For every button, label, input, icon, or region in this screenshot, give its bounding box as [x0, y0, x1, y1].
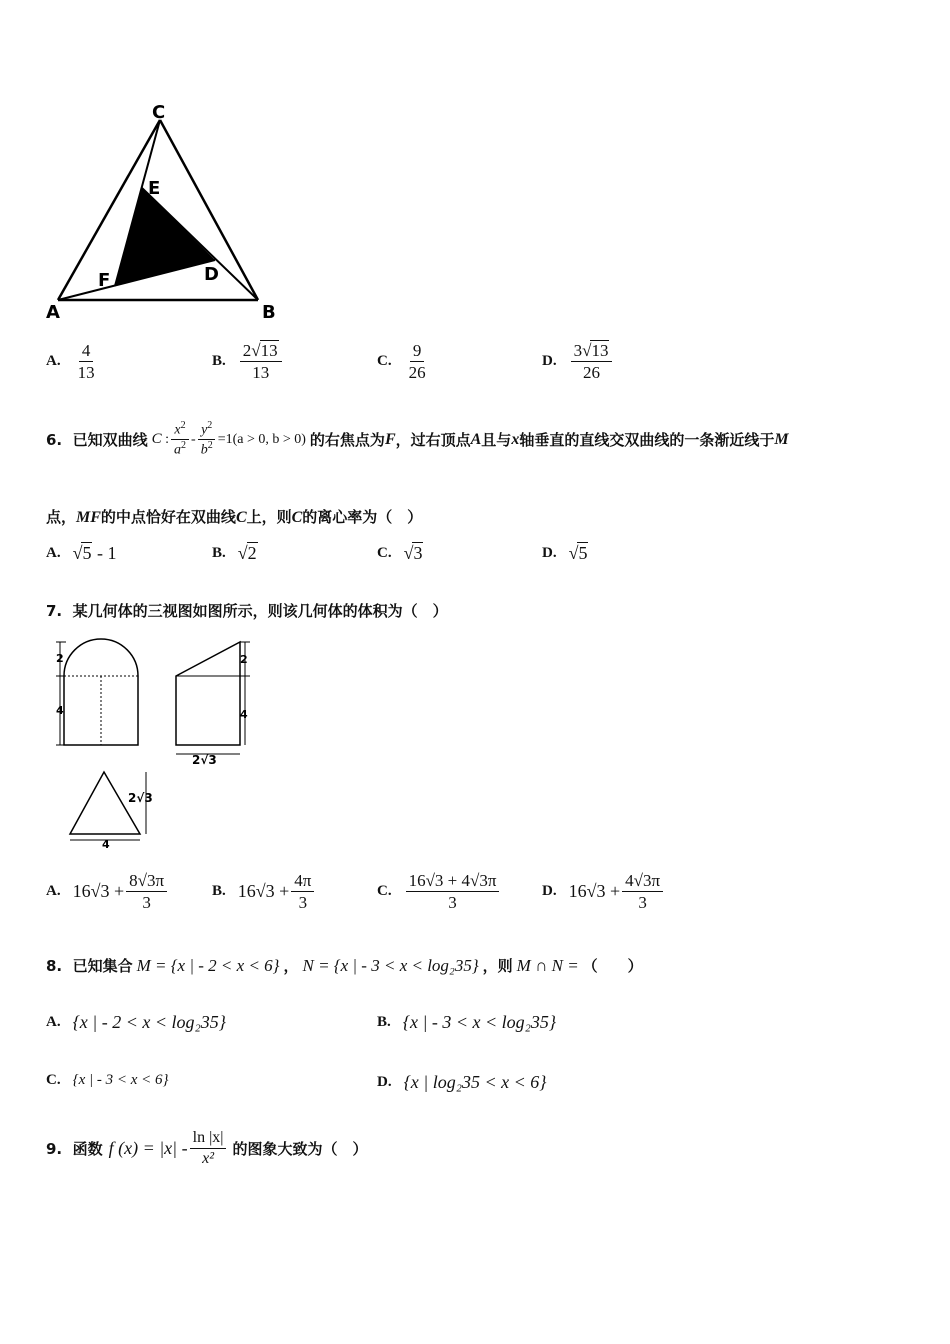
svg-text:4: 4 [102, 838, 110, 851]
q5-option-b[interactable] [212, 340, 284, 384]
label-D: D [204, 264, 219, 285]
question-8: 8. 已知集合 M = {x | - 2 < x < 6} ， N = {x | - 3 < x < log₂35} ，则 M ∩ N = （ ） [46, 955, 643, 975]
fraction: $\frac{3√13}{26}$ [571, 340, 613, 384]
svg-text:4: 4 [56, 704, 64, 717]
svg-text:2√3: 2√3 [192, 753, 217, 767]
question-6-line1: 6. 已知双曲线 C : $\frac{x^2}{a^2}$ - $\frac{y^2}{b^2}$ =1(a > 0, b > 0) 的右焦点为 F ，过右顶点 A 且与 x 轴垂直的直线交双曲线的一条渐近线于 M [46, 420, 789, 458]
q5-option-a[interactable] [46, 340, 100, 384]
label-F: F [98, 270, 111, 291]
q8-option-c[interactable]: C. {x | - 3 < x < 6} [46, 1072, 169, 1088]
triangle-figure [40, 98, 290, 328]
label-A: A [46, 302, 60, 323]
q6-option-a[interactable]: A. √5 - 1 [46, 543, 117, 563]
label-E: E [148, 178, 161, 199]
q6-option-c[interactable]: C. √3 [377, 543, 423, 563]
intersection: M ∩ N = [516, 955, 579, 975]
set-M: M = {x | - 2 < x < 6} [136, 955, 280, 975]
option-label: A. [46, 353, 61, 370]
q7-option-d[interactable]: D. 16√3 + $\frac{4√3\pi}{3}$ [542, 870, 665, 914]
q7-option-b[interactable]: B. 16√3 + $\frac{4\pi}{3}$ [212, 870, 316, 914]
fraction: $\frac{9}{26}$ [408, 341, 426, 383]
question-6-line2: 点，MF的中点恰好在双曲线C上，则C的离心率为（ ） [46, 508, 423, 526]
fraction: $\frac{2√13}{13}$ [240, 340, 282, 384]
label-B: B [262, 302, 276, 323]
q6-option-b[interactable]: B. √2 [212, 543, 257, 563]
question-7: 7. 某几何体的三视图如图所示，则该几何体的体积为（ ） [46, 602, 448, 620]
svg-text:4: 4 [240, 708, 248, 721]
q5-option-d[interactable] [542, 340, 614, 384]
question-9: 9. 函数 f (x) = |x| - $\frac{\ln |x|}{\text{x²}}$ 的图象大致为（ ） [46, 1129, 368, 1167]
q5-option-c[interactable] [377, 340, 431, 384]
q7-option-a[interactable]: A. 16√3 + $\frac{8√3\pi}{3}$ [46, 870, 169, 914]
option-label: D. [542, 353, 557, 370]
svg-text:2: 2 [56, 652, 64, 665]
option-label: C. [377, 353, 392, 370]
label-C: C [152, 102, 166, 123]
svg-text:2: 2 [240, 653, 248, 666]
option-label: B. [212, 353, 226, 370]
fraction: $\frac{4}{13}$ [77, 341, 95, 383]
q8-option-d[interactable]: D. {x | log₂35 < x < 6} [377, 1072, 547, 1092]
q8-option-b[interactable]: B. {x | - 3 < x < log₂35} [377, 1012, 557, 1032]
svg-text:2√3: 2√3 [128, 791, 153, 805]
q8-option-a[interactable]: A. {x | - 2 < x < log₂35} [46, 1012, 226, 1032]
q6-option-d[interactable]: D. √5 [542, 543, 588, 563]
three-view-figure [46, 632, 266, 852]
q7-option-c[interactable]: C. $\frac{16√3 + 4√3\pi}{3}$ [377, 870, 501, 914]
set-N: N = {x | - 3 < x < log₂35} [302, 955, 479, 975]
hyperbola-equation: C : $\frac{x^2}{a^2}$ - $\frac{y^2}{b^2}$ =1(a > 0, b > 0) [151, 420, 306, 458]
